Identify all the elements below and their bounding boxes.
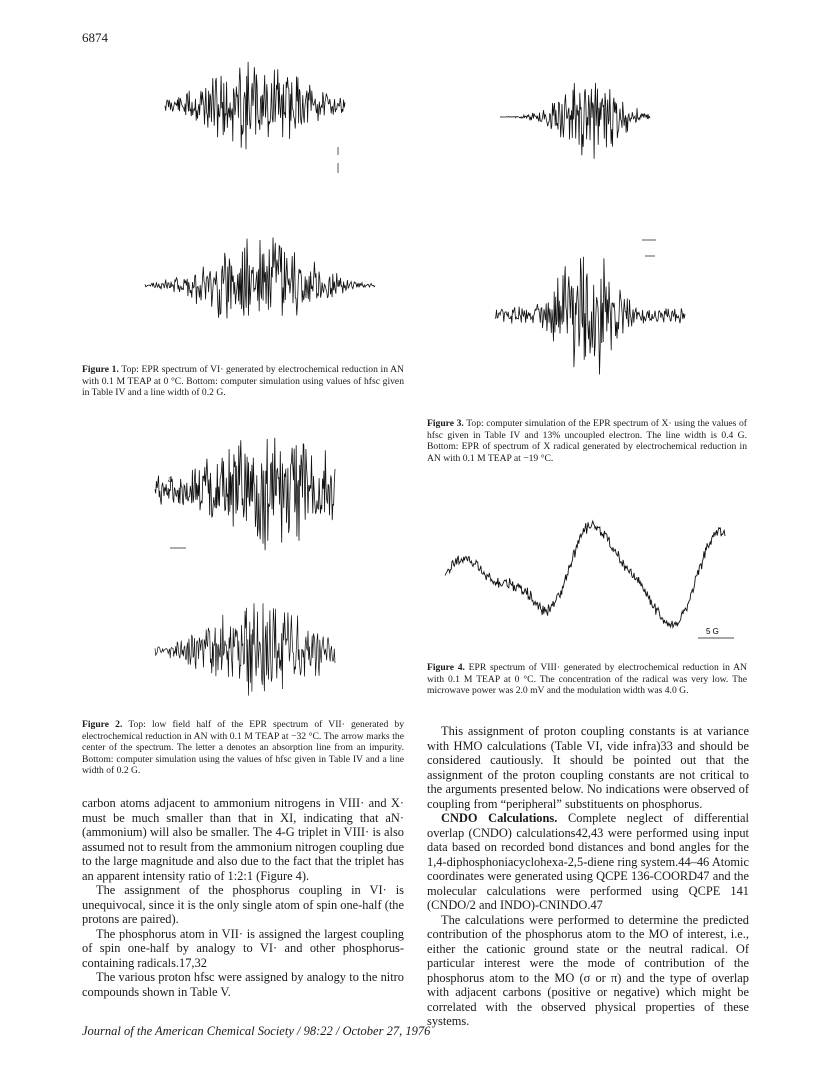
left-paragraph-2: The assignment of the phosphorus coupling in VI· is unequivocal, since it is the only single atom of spin one-half (the protons are paired). (82, 883, 404, 926)
right-column-text (427, 724, 749, 1029)
right-paragraph-1: This assignment of proton coupling constants is at variance with HMO calculations (Table VI, vide infra)33 and should be considered cautiously. It should be pointed out that the assignment of the proton coupling constants are not critical to the arguments presented below. No indications were observed of coupling from “peripheral” substituents on phosphorus. (427, 724, 749, 811)
figure-3-caption (427, 418, 747, 464)
figure-4-label: Figure 4. (427, 662, 465, 673)
figure-3-bottom-spectrum (490, 230, 690, 410)
left-column-text (82, 796, 404, 999)
figure-2-caption-text: Top: low field half of the EPR spectrum of VII· generated by electrochemical reduction in AN with 0.1 M TEAP at −32 °C. The arrow marks the center of the spectrum. The letter a denotes an absorption line from an impurity. Bottom: computer simulation using the values of hfsc given in Table IV and a line width of 0.2 G. (82, 719, 404, 777)
page-number: 6874 (82, 30, 108, 45)
figure-3-top-spectrum (495, 55, 665, 165)
figure-1-bottom-spectrum (140, 215, 380, 335)
left-paragraph-3: The phosphorus atom in VII· is assigned the largest coupling of spin one-half by analogy to VI· and other phosphorus-containing radicals.17,32 (82, 926, 404, 970)
impurity-letter: a (168, 474, 172, 484)
figure-1-label: Figure 1. (82, 364, 119, 375)
figure-4-caption (427, 662, 747, 697)
figure-3-caption-text: Top: computer simulation of the EPR spectrum of X· using the values of hfsc given in Table IV and 13% uncoupled electron. The line width is 0.4 G. Bottom: EPR of spectrum of X radical generated by electrochemical reduction in AN with 0.1 M TEAP at −19 °C. (427, 418, 747, 464)
left-paragraph-4: The various proton hfsc were assigned by analogy to the nitro compounds shown in Table V. (82, 970, 404, 999)
figure-2-label: Figure 2. (82, 719, 123, 730)
figure-4-spectrum (440, 480, 740, 650)
cndo-paragraph-1 (427, 811, 749, 913)
cndo-paragraph-2: The calculations were performed to determine the predicted contribution of the phosphorus atom to the MO of interest, i.e., either the cationic ground state or the neutral radical. Of particular interest were the mode of contribution of the phosphorus atom to the MO (σ or π) and the type of overlap with adjacent carbons (positive or negative) which might be correlated with the observed physical properties of these systems. (427, 912, 749, 1028)
figure-3-label: Figure 3. (427, 418, 464, 429)
cndo-paragraph-1-text: Complete neglect of differential overlap (CNDO) calculations42,43 were performed using input data based on recorded bond distances and bond angles for the 1,4-diphosphoniacyclohexa-2,5-diene ring system.44–46 Atomic coordinates were generated using QCPE 136-COORD47 and the molecular calculations were performed using QCPE 141 (CNDO/2 and INDO)-CNINDO.47 (427, 811, 749, 912)
figure-2-top-spectrum (150, 420, 350, 560)
left-paragraph-1: carbon atoms adjacent to ammonium nitrogens in VIII· and X· must be much smaller than that in XI, indicating that aN· (ammonium) will also be smaller. The 4-G triplet in VIII· is also assumed not to result from the ammonium nitrogen coupling due to the large magnitude and also due to the fact that the triplet has an apparent intensity ratio of 1:2:1 (Figure 4). (82, 796, 404, 883)
figure-4-caption-text: EPR spectrum of VIII· generated by electrochemical reduction in AN with 0.1 M TEAP at 0 °C. The concentration of the radical was very low. The microwave power was 2.0 mV and the modulation width was 4.0 G. (427, 662, 747, 697)
figure-1-top-spectrum (160, 55, 360, 165)
cndo-heading: CNDO Calculations. (441, 811, 558, 825)
figure-2-bottom-spectrum (150, 595, 350, 715)
figure-1-caption (82, 364, 404, 399)
figure-2-caption (82, 719, 404, 777)
journal-footer: Journal of the American Chemical Society / 98:22 / October 27, 1976 (82, 1024, 431, 1038)
figure-4-scale-label: 5 G (706, 627, 719, 636)
figure-1-caption-text: Top: EPR spectrum of VI· generated by electrochemical reduction in AN with 0.1 M TEAP at 0 °C. Bottom: computer simulation using values of hfsc given in Table IV and a line width of 0.2 G. (82, 364, 404, 399)
